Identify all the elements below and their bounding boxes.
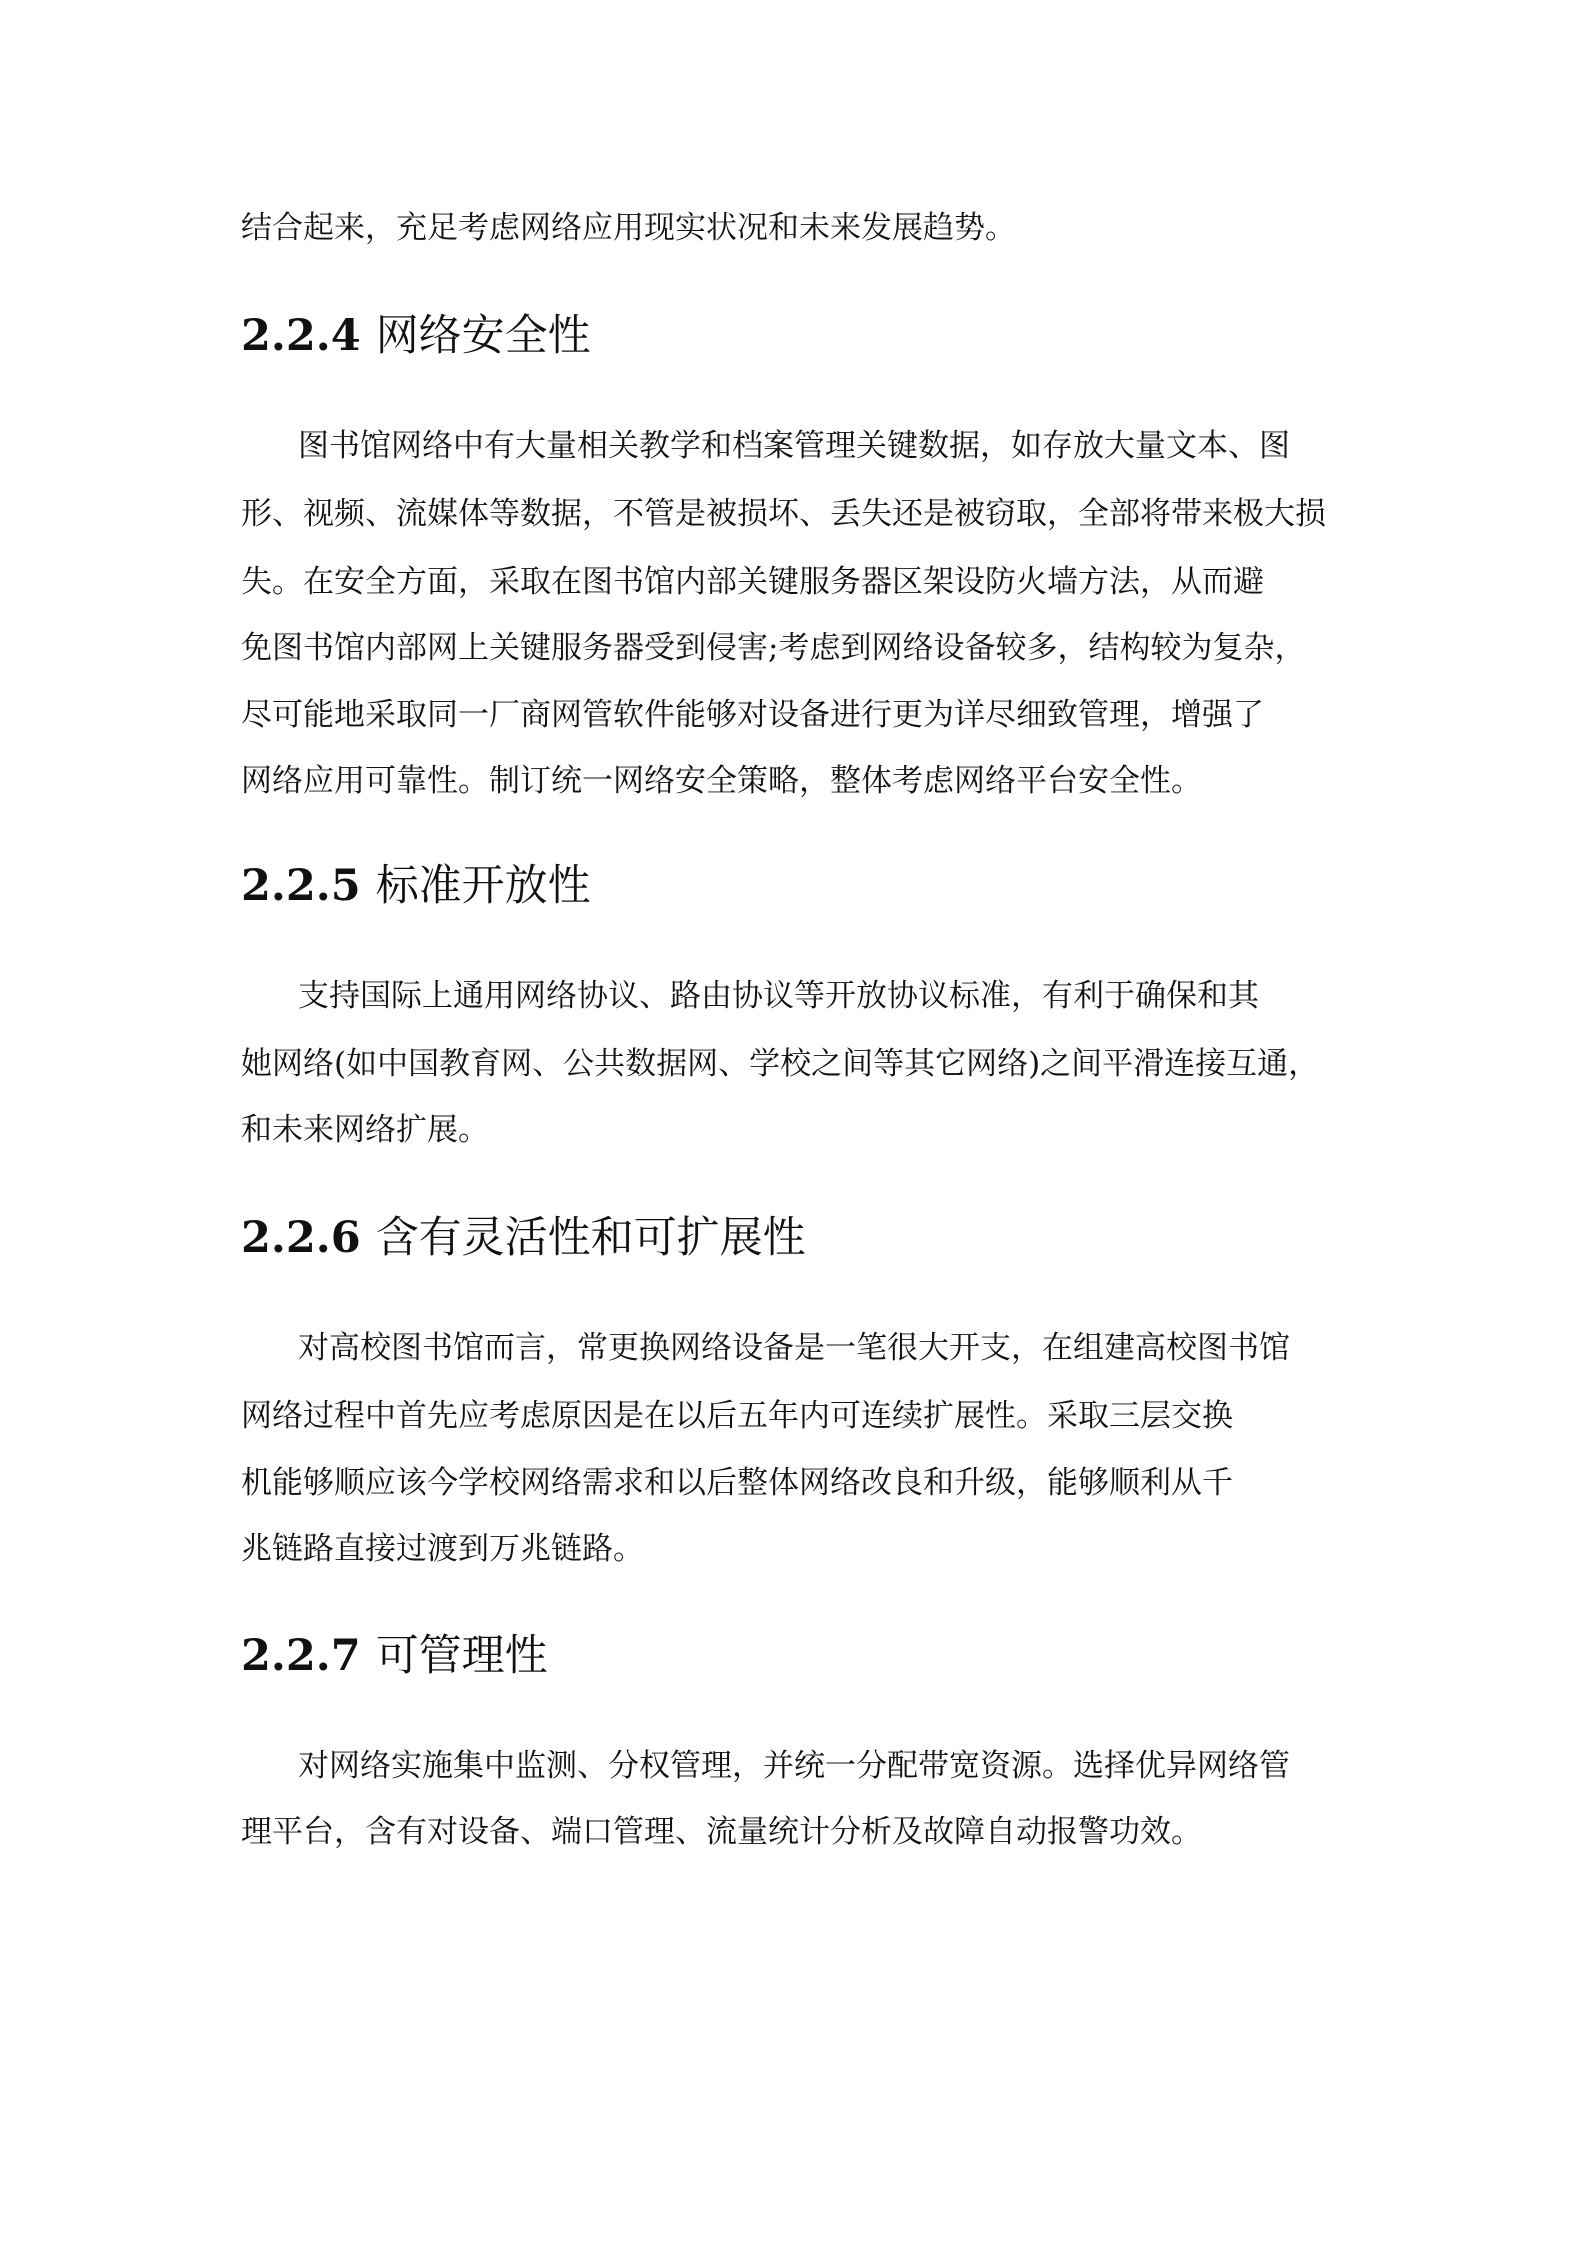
paragraph-line: 免图书馆内部网上关键服务器受到侵害;考虑到网络设备较多，结构较为复杂， xyxy=(241,630,1306,666)
section-title: 可管理性 xyxy=(375,1631,548,1681)
section-number: 2.2.7 xyxy=(241,1631,361,1681)
section-title: 标准开放性 xyxy=(375,861,591,911)
paragraph-line: 失。在安全方面，采取在图书馆内部关键服务器区架设防火墙方法，从而避 xyxy=(241,564,1264,600)
paragraph-line: 形、视频、流媒体等数据，不管是被损坏、丢失还是被窃取，全部将带来极大损 xyxy=(241,496,1326,532)
section-heading-2-2-4 xyxy=(241,308,591,364)
paragraph-line: 兆链路直接过渡到万兆链路。 xyxy=(241,1531,644,1567)
paragraph-line: 网络应用可靠性。制订统一网络安全策略，整体考虑网络平台安全性。 xyxy=(241,763,1202,799)
paragraph-line: 对网络实施集中监测、分权管理，并统一分配带宽资源。选择优异网络管 xyxy=(298,1748,1290,1784)
section-heading-2-2-5 xyxy=(241,858,591,914)
paragraph-line: 她网络(如中国教育网、公共数据网、学校之间等其它网络)之间平滑连接互通， xyxy=(241,1046,1320,1082)
paragraph-line: 图书馆网络中有大量相关教学和档案管理关键数据，如存放大量文本、图 xyxy=(298,428,1290,464)
section-heading-2-2-6 xyxy=(241,1210,806,1266)
paragraph-line: 尽可能地采取同一厂商网管软件能够对设备进行更为详尽细致管理，增强了 xyxy=(241,697,1264,733)
paragraph-line: 机能够顺应该今学校网络需求和以后整体网络改良和升级，能够顺利从千 xyxy=(241,1465,1233,1501)
section-number: 2.2.6 xyxy=(241,1213,361,1263)
paragraph-line: 和未来网络扩展。 xyxy=(241,1112,489,1148)
section-number: 2.2.4 xyxy=(241,311,361,361)
paragraph-line: 理平台，含有对设备、端口管理、流量统计分析及故障自动报警功效。 xyxy=(241,1814,1202,1850)
paragraph-line: 对高校图书馆而言，常更换网络设备是一笔很大开支，在组建高校图书馆 xyxy=(298,1330,1290,1366)
paragraph-line: 网络过程中首先应考虑原因是在以后五年内可连续扩展性。采取三层交换 xyxy=(241,1398,1233,1434)
section-number: 2.2.5 xyxy=(241,861,361,911)
section-title: 网络安全性 xyxy=(375,311,591,361)
intro-paragraph-line-1: 结合起来，充足考虑网络应用现实状况和未来发展趋势。 xyxy=(241,210,1016,246)
section-title: 含有灵活性和可扩展性 xyxy=(375,1213,806,1263)
paragraph-line: 支持国际上通用网络协议、路由协议等开放协议标准，有利于确保和其 xyxy=(298,978,1259,1014)
section-heading-2-2-7 xyxy=(241,1628,548,1684)
